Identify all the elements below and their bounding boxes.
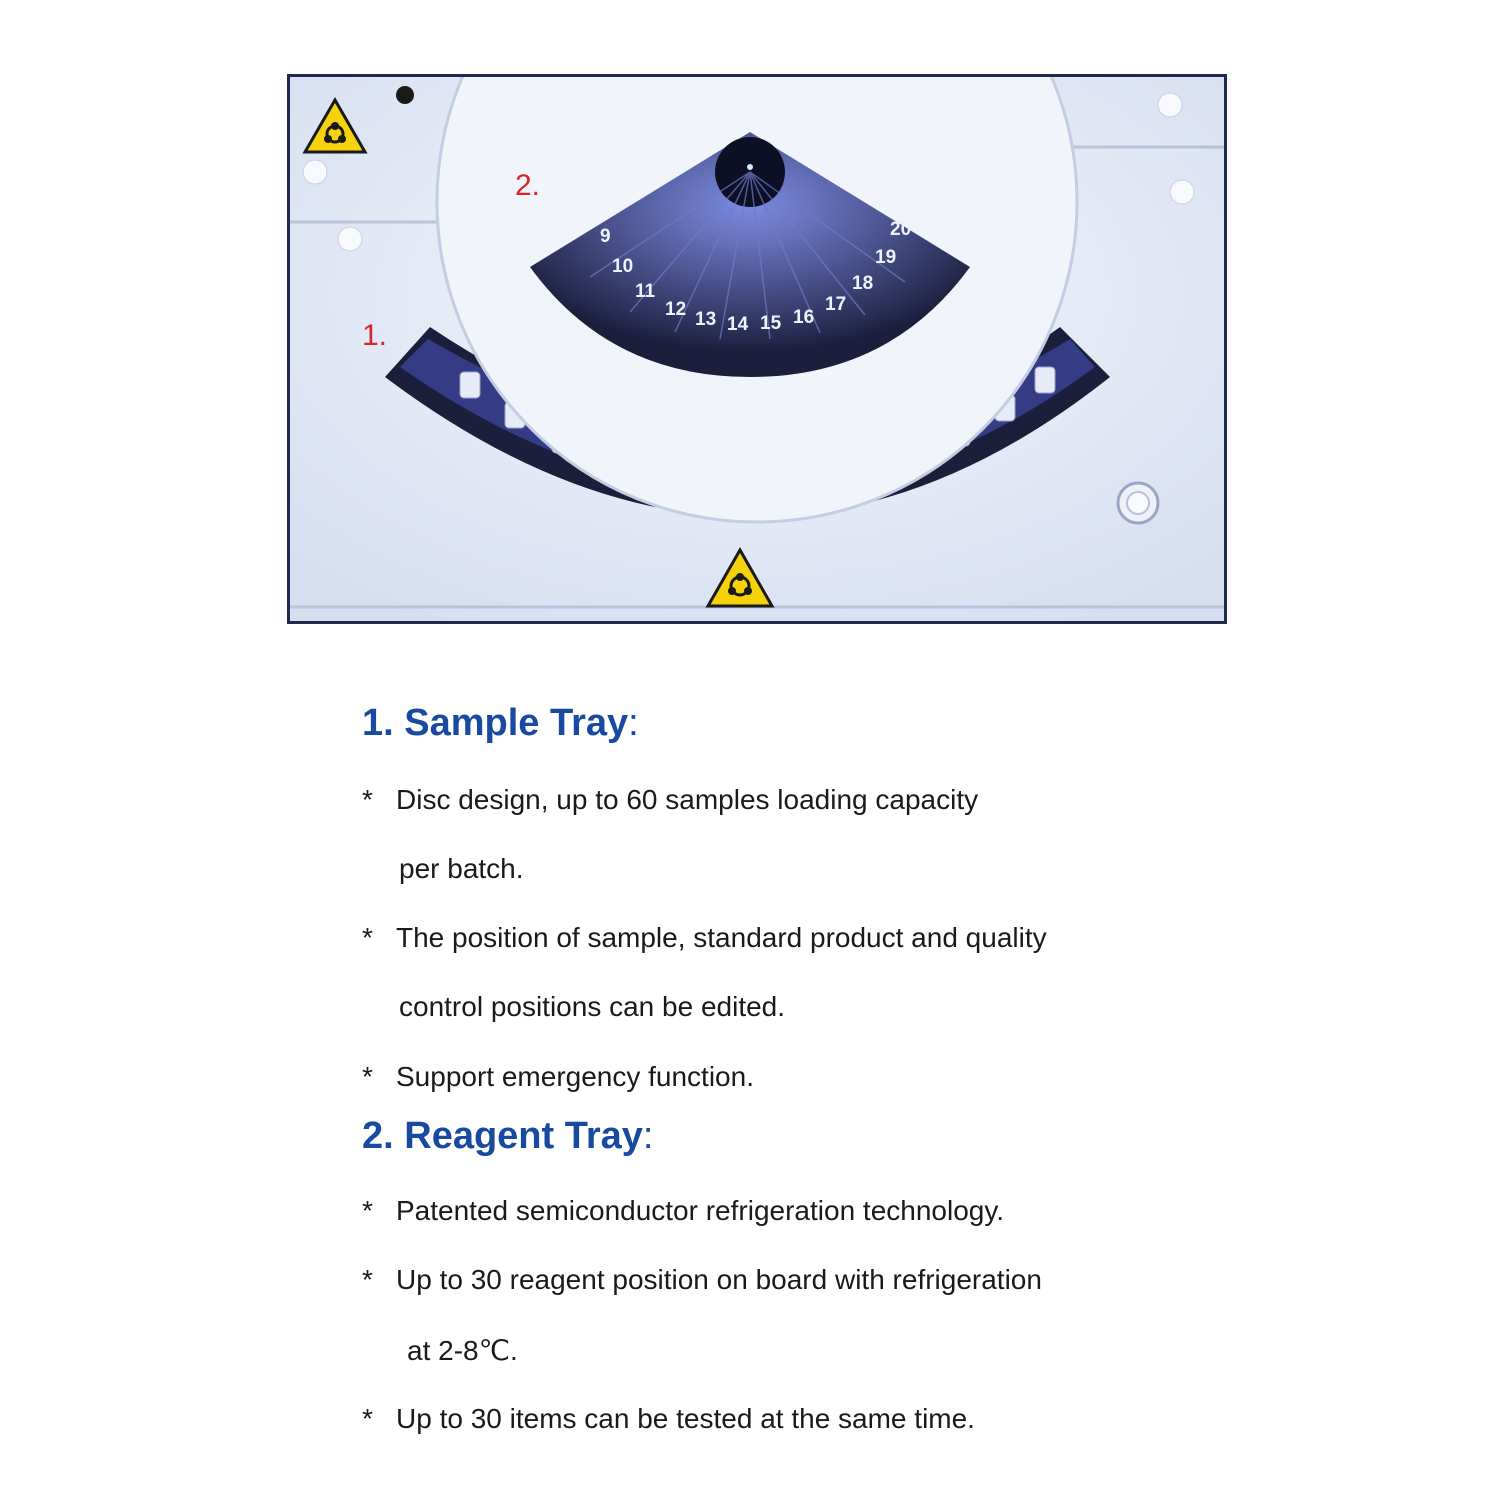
bullet-item: * Up to 30 reagent position on board with refrigeration [362, 1264, 1042, 1295]
section-heading-reagent-tray: 2. Reagent Tray: [362, 1115, 654, 1157]
dial-number: 19 [875, 247, 897, 268]
dial-number: 9 [600, 226, 611, 247]
bullet-item: * Disc design, up to 60 samples loading capacity [362, 784, 979, 815]
product-photo [287, 74, 1227, 624]
callout-sample-tray: 1. [362, 319, 388, 352]
dial-number: 13 [695, 309, 717, 330]
bullet-continuation: at 2-8℃. [407, 1335, 518, 1366]
dial-number: 14 [727, 314, 749, 335]
dial-number: 12 [665, 299, 687, 320]
dial-number: 15 [760, 313, 782, 334]
analyzer-illustration [290, 77, 1224, 621]
bullet-item: * Patented semiconductor refrigeration technology. [362, 1195, 1005, 1226]
dial-number: 10 [612, 256, 634, 277]
callout-reagent-tray: 2. [515, 169, 541, 202]
dial-number: 18 [852, 273, 874, 294]
bullet-item: * The position of sample, standard product and quality [362, 922, 1047, 953]
bullet-item: * Up to 30 items can be tested at the same time. [362, 1403, 975, 1434]
dial-number: 11 [635, 281, 656, 302]
bullet-item: * Support emergency function. [362, 1061, 754, 1092]
bullet-continuation: control positions can be edited. [399, 991, 786, 1022]
dial-number: 17 [825, 294, 847, 315]
dial-number: 20 [890, 219, 912, 240]
dial-number: 16 [793, 307, 815, 328]
bullet-continuation: per batch. [399, 853, 524, 884]
section-heading-sample-tray: 1. Sample Tray: [362, 702, 639, 744]
